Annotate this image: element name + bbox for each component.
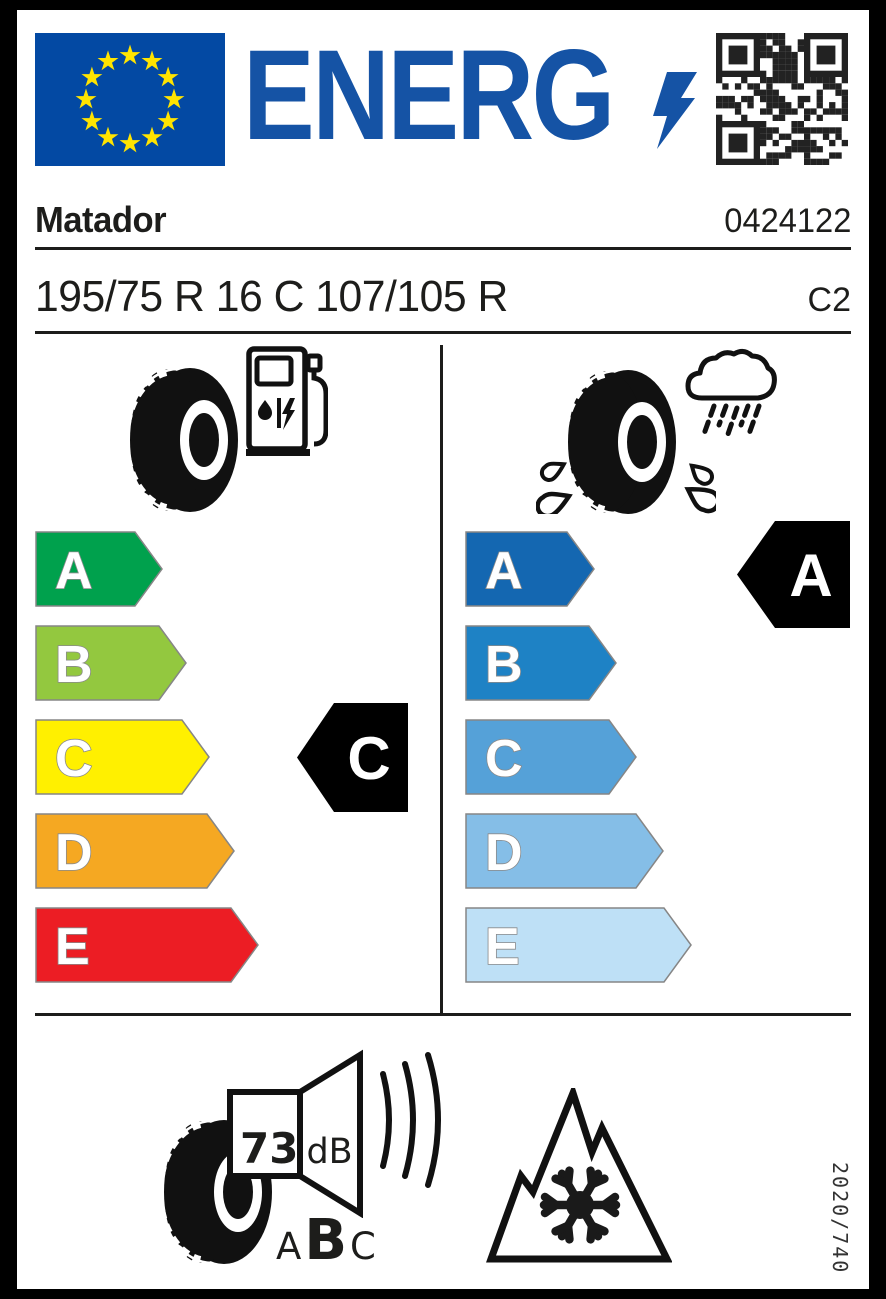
fuel-rating-pointer	[297, 703, 408, 812]
svg-text:E: E	[485, 918, 520, 976]
sound-waves-icon	[378, 1048, 460, 1192]
divider-line	[35, 331, 851, 334]
svg-text:D: D	[55, 824, 93, 882]
fuel-pump-icon	[246, 346, 328, 458]
wet-rating-pointer	[737, 521, 850, 628]
svg-text:A: A	[789, 542, 833, 609]
regulation-number: 2020/740	[828, 1162, 852, 1275]
svg-text:D: D	[485, 824, 523, 882]
eu-flag	[35, 33, 225, 166]
svg-text:C: C	[485, 730, 523, 788]
tire-designation: 195/75 R 16 C 107/105 R	[35, 272, 508, 321]
lightning-bolt-icon	[645, 72, 699, 149]
wet-class-arrow-d	[465, 813, 664, 889]
divider-line	[35, 1013, 851, 1016]
fuel-class-arrow-e	[35, 907, 259, 983]
energ-logo-text: ENERG	[243, 24, 613, 167]
wet-class-arrow-b	[465, 625, 617, 701]
rain-cloud-icon	[680, 346, 782, 444]
tire-class: C2	[807, 281, 851, 319]
noise-class-scale	[276, 1208, 376, 1273]
qr-code	[716, 33, 848, 165]
noise-class-b-rated: B	[304, 1208, 347, 1273]
fuel-class-arrow-c	[35, 719, 210, 795]
column-divider	[440, 345, 443, 1013]
noise-unit: dB	[306, 1132, 353, 1172]
snowflake-mountain-icon	[482, 1088, 672, 1266]
label-id: 0424122	[723, 202, 851, 240]
wet-class-arrow-e	[465, 907, 692, 983]
svg-text:B: B	[55, 636, 93, 694]
svg-text:C: C	[347, 725, 391, 792]
water-splash-icon	[676, 456, 716, 514]
fuel-class-arrow-b	[35, 625, 187, 701]
svg-text:A: A	[55, 542, 93, 600]
wet-class-arrow-a	[465, 531, 595, 607]
svg-text:A: A	[485, 542, 523, 600]
tire-icon	[128, 366, 240, 514]
divider-line	[35, 247, 851, 250]
fuel-class-arrow-d	[35, 813, 235, 889]
fuel-class-arrow-a	[35, 531, 163, 607]
noise-class-c: C	[350, 1225, 376, 1268]
noise-level	[240, 1124, 353, 1173]
svg-text:C: C	[55, 730, 93, 788]
water-splash-icon	[536, 454, 586, 514]
svg-text:E: E	[55, 918, 90, 976]
svg-text:B: B	[485, 636, 523, 694]
wet-class-arrow-c	[465, 719, 637, 795]
brand-name: Matador	[35, 199, 167, 240]
noise-value: 73	[240, 1124, 299, 1173]
noise-class-a: A	[276, 1225, 302, 1268]
